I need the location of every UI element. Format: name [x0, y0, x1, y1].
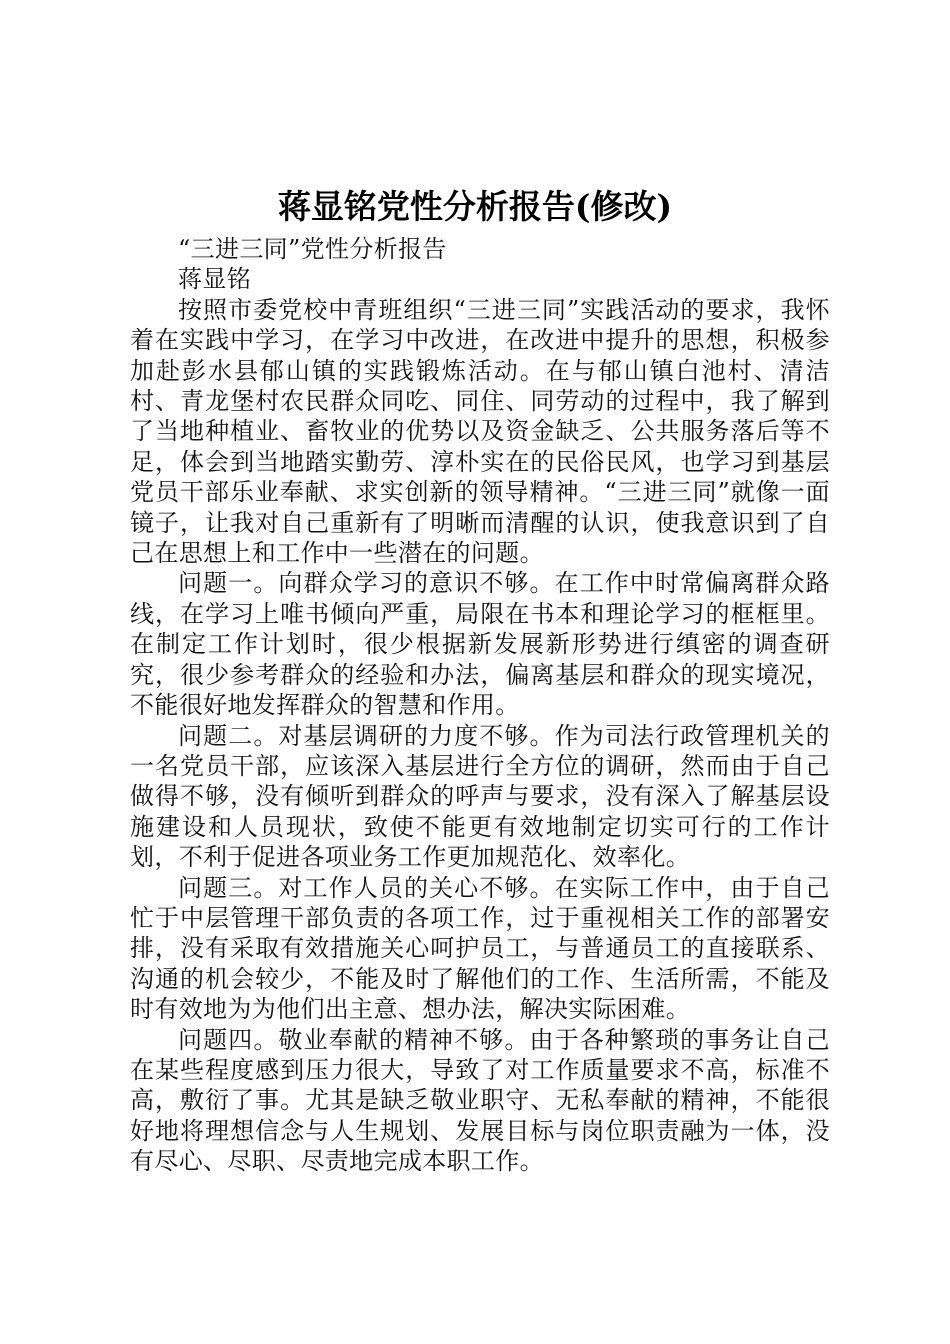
paragraph-problem-two: 问题二。对基层调研的力度不够。作为司法行政管理机关的一名党员干部，应该深入基层进行全方位的调研，然而由于自己做得不够，没有倾听到群众的呼声与要求，没有深入了解基层设施建设和人员现状，致使不能更有效地制定切实可行的工作计划，不利于促进各项业务工作更加规范化、效率化。: [130, 721, 830, 872]
document-title: 蒋显铭党性分析报告(修改): [277, 187, 673, 226]
paragraph-intro: 按照市委党校中青班组织“三进三同”实践活动的要求，我怀着在实践中学习，在学习中改进，在改进中提升的思想，积极参加赴彭水县郁山镇的实践锻炼活动。在与郁山镇白池村、清洁村、青龙堡村农民群众同吃、同住、同劳动的过程中，我了解到了当地种植业、畜牧业的优势以及资金缺乏、公共服务落后等不足，体会到当地踏实勤劳、淳朴实在的民俗民风，也学习到基层党员干部乐业奉献、求实创新的领导精神。“三进三同”就像一面镜子，让我对自己重新有了明晰而清醒的认识，使我意识到了自己在思想上和工作中一些潜在的问题。: [130, 295, 830, 568]
paragraph-problem-four: 问题四。敬业奉献的精神不够。由于各种繁琐的事务让自己在某些程度感到压力很大，导致了对工作质量要求不高，标准不高，敷衍了事。尤其是缺乏敬业职守、无私奉献的精神，不能很好地将理想信念与人生规划、发展目标与岗位职责融为一体，没有尽心、尽职、尽责地完成本职工作。: [130, 1025, 830, 1176]
paragraph-problem-one: 问题一。向群众学习的意识不够。在工作中时常偏离群众路线，在学习上唯书倾向严重，局限在书本和理论学习的框框里。在制定工作计划时，很少根据新发展新形势进行缜密的调查研究，很少参考群众的经验和办法，偏离基层和群众的现实境况，不能很好地发挥群众的智慧和作用。: [130, 569, 830, 720]
paragraph-problem-three: 问题三。对工作人员的关心不够。在实际工作中，由于自己忙于中层管理干部负责的各项工作，过于重视相关工作的部署安排，没有采取有效措施关心呵护员工，与普通员工的直接联系、沟通的机会较少，不能及时了解他们的工作、生活所需，不能及时有效地为为他们出主意、想办法，解决实际困难。: [130, 873, 830, 1024]
author-name: 蒋显铭: [178, 265, 252, 294]
document-body: [130, 234, 830, 1177]
report-subtitle: “三进三同”党性分析报告: [178, 235, 447, 263]
